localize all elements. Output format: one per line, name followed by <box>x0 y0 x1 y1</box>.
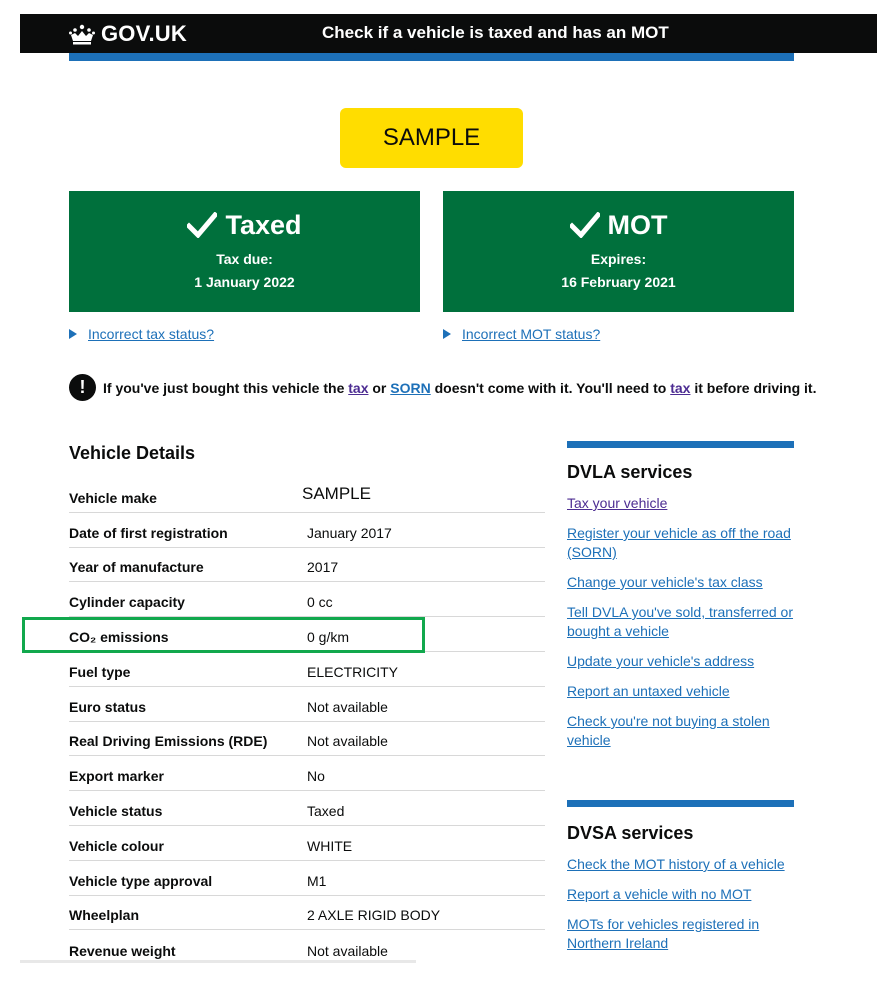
triangle-right-icon <box>69 329 77 339</box>
tax-due-date: 1 January 2022 <box>194 274 295 290</box>
vehicle-details-heading: Vehicle Details <box>69 443 196 463</box>
row-key: Fuel type <box>69 663 131 680</box>
row-key: Year of manufacture <box>69 559 204 576</box>
mot-status-title <box>443 208 794 242</box>
incorrect-tax-details[interactable] <box>69 326 214 342</box>
table-row <box>69 791 545 826</box>
dvsa-services-heading: DVSA services <box>567 823 694 843</box>
tell-dvla-sold-link[interactable]: Tell DVLA you've sold, transferred or bought a vehicle <box>567 604 794 639</box>
row-key: Vehicle make <box>69 489 157 506</box>
govuk-logo-text: GOV.UK <box>101 21 187 46</box>
dvsa-services-section <box>567 800 794 953</box>
triangle-right-icon <box>443 329 451 339</box>
row-value: Taxed <box>307 802 345 819</box>
incorrect-tax-status-link[interactable]: Incorrect tax status? <box>88 326 215 342</box>
row-value: No <box>307 768 325 785</box>
exclamation-icon: ! <box>69 374 96 401</box>
tax-status-panel <box>69 191 420 312</box>
service-name[interactable]: Check if a vehicle is taxed and has an MOT <box>322 23 669 42</box>
row-value: January 2017 <box>307 524 392 541</box>
warning-part: If you've just bought this vehicle the <box>103 379 349 396</box>
row-key: Date of first registration <box>69 524 228 541</box>
table-row <box>69 478 545 513</box>
row-value: 0 g/km <box>307 628 350 645</box>
table-row <box>69 687 545 722</box>
update-address-link[interactable]: Update your vehicle's address <box>567 653 755 669</box>
row-key: Revenue weight <box>69 943 176 960</box>
tax-link-2[interactable]: tax <box>670 379 691 396</box>
sorn-register-link[interactable]: Register your vehicle as off the road (SORN) <box>567 525 791 560</box>
mot-expires-label: Expires: <box>590 251 647 267</box>
tax-link[interactable]: tax <box>348 379 369 396</box>
mot-expiry-date: 16 February 2021 <box>561 274 676 290</box>
header-blue-bar <box>69 53 794 61</box>
tax-status-title <box>69 208 420 242</box>
report-no-mot-link[interactable]: Report a vehicle with no MOT <box>567 886 752 902</box>
row-value: WHITE <box>307 837 353 854</box>
row-value: 0 cc <box>307 594 333 611</box>
warning-text <box>69 374 816 401</box>
global-header <box>20 14 877 53</box>
mot-status-title-text: MOT <box>607 209 668 240</box>
tick-icon <box>187 212 217 238</box>
crown-icon <box>68 23 96 45</box>
row-key: Euro status <box>69 698 147 715</box>
row-key: Vehicle colour <box>69 837 164 854</box>
table-row <box>69 722 545 757</box>
table-row <box>69 826 545 861</box>
row-value: M1 <box>307 872 327 889</box>
table-row <box>69 548 545 583</box>
tick-icon <box>570 212 600 238</box>
sample-registration-plate: SAMPLE <box>340 108 523 168</box>
row-value: SAMPLE <box>302 483 371 503</box>
incorrect-mot-status-link[interactable]: Incorrect MOT status? <box>462 326 601 342</box>
change-tax-class-link[interactable]: Change your vehicle's tax class <box>567 574 763 590</box>
co2-highlight-box <box>22 617 425 653</box>
table-row <box>69 756 545 791</box>
row-key: Wheelplan <box>69 907 140 924</box>
mot-history-link[interactable]: Check the MOT history of a vehicle <box>567 856 785 872</box>
warning-part: doesn't come with it. You'll need to <box>430 379 671 396</box>
table-row <box>69 896 545 931</box>
mot-status-panel <box>443 191 794 312</box>
dvla-services-heading: DVLA services <box>567 462 693 482</box>
table-row <box>69 652 545 687</box>
warning-part: it before driving it. <box>690 379 817 396</box>
row-key: Cylinder capacity <box>69 594 185 611</box>
bottom-edge <box>20 960 416 963</box>
row-value: ELECTRICITY <box>307 663 399 680</box>
vehicle-details-table <box>69 478 545 965</box>
table-row <box>69 513 545 548</box>
section-blue-bar <box>567 441 794 448</box>
row-key: Export marker <box>69 768 164 785</box>
row-value: 2017 <box>307 559 339 576</box>
report-untaxed-link[interactable]: Report an untaxed vehicle <box>567 683 730 699</box>
tax-your-vehicle-link[interactable]: Tax your vehicle <box>567 495 668 511</box>
table-row <box>69 861 545 896</box>
mots-northern-ireland-link[interactable]: MOTs for vehicles registered in Northern Ireland <box>567 916 760 951</box>
check-stolen-link[interactable]: Check you're not buying a stolen vehicle <box>567 713 770 748</box>
govuk-logo-link[interactable] <box>68 20 187 48</box>
tax-due-label: Tax due: <box>216 251 273 267</box>
tax-status-title-text: Taxed <box>225 209 302 240</box>
row-key: Vehicle type approval <box>69 872 213 889</box>
table-row <box>69 582 545 617</box>
dvla-services-section <box>567 441 794 750</box>
row-value: Not available <box>307 698 388 715</box>
row-value: Not available <box>307 733 388 750</box>
incorrect-mot-details[interactable] <box>443 326 600 342</box>
sorn-link[interactable]: SORN <box>390 379 431 396</box>
warning-part: or <box>368 379 391 396</box>
row-value: 2 AXLE RIGID BODY <box>307 907 441 924</box>
row-key: Real Driving Emissions (RDE) <box>69 733 268 750</box>
section-blue-bar <box>567 800 794 807</box>
row-key: CO₂ emissions <box>69 628 169 645</box>
row-key: Vehicle status <box>69 802 163 819</box>
warning-message <box>103 380 816 396</box>
row-value: Not available <box>307 943 388 960</box>
